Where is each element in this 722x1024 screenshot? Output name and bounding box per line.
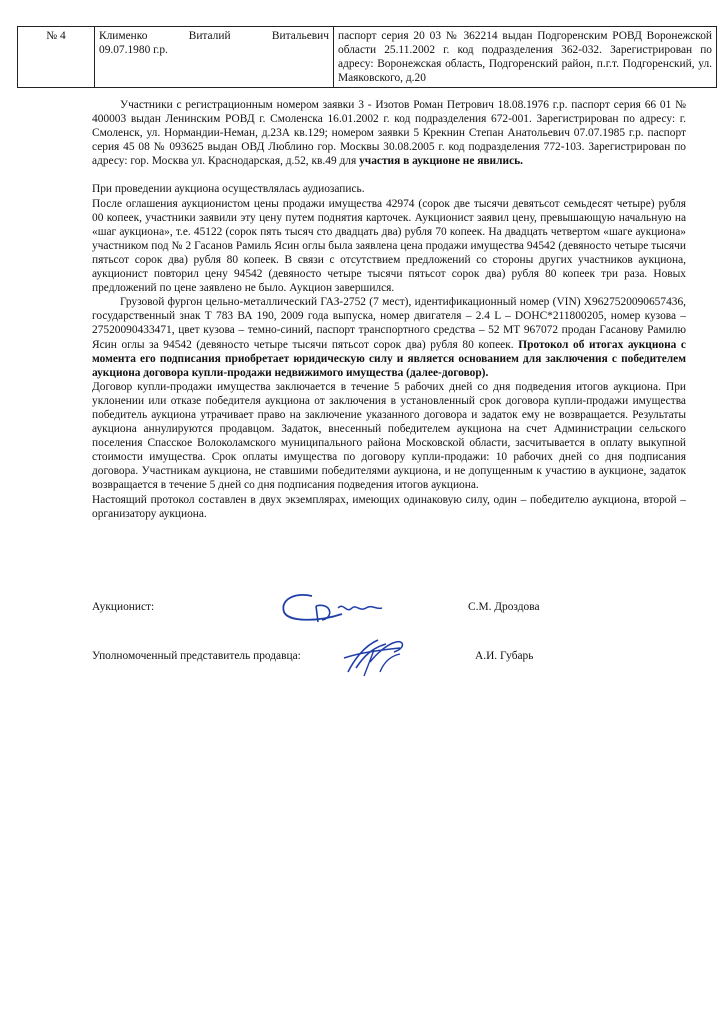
auctioneer-name: С.М. Дроздова <box>468 601 540 613</box>
participant-patronymic: Витальевич <box>271 30 329 42</box>
auctioneer-label: Аукционист: <box>92 601 155 613</box>
seller-representative-signature <box>334 632 424 680</box>
contract-terms-paragraph: Договор купли-продажи имущества заключается в течение 5 рабочих дней со дня подведения итогов аукциона. При уклонении или отказе победителя аукциона от заключения в установленный срок договора купли-продажи имущества победитель аукциона утрачивает право на заключение указанного договора и задаток ему не возвращается. Результаты аукциона аннулируются продавцом. Задаток, внесенный победителем аукциона на счет Администрации сельского поселения Спасское Волоколамского муниципального района Московской области, засчитывается в оплату выкупной стоимости имущества. Срок оплаты имущества по договору купли-продажи: 10 рабочих дней со дня подписания договора. Участникам аукциона, не ставшими победителями аукциона, и не допущенным к участию в аукционе, задаток возвращается в течение 5 дней со дня подписания подведения итогов аукциона. <box>92 380 686 492</box>
vehicle-sale-paragraph <box>92 295 686 380</box>
absent-participants-conclusion: участия в аукционе не явились. <box>359 155 524 168</box>
participant-number: № 4 <box>18 27 95 88</box>
absent-participants-paragraph <box>92 98 686 168</box>
participant-surname: Клименко <box>99 30 148 42</box>
participant-first-name: Виталий <box>188 30 231 42</box>
participant-passport: паспорт серия 20 03 № 362214 выдан Подгоренским РОВД Воронежской области 25.11.2002 г. код подразделения 362-032. Зарегистрирован по адресу: Воронежская область, Подгоренский район, п.г.т. Подгоренский, ул. Маяковского, д.20 <box>334 27 717 88</box>
seller-representative-name: А.И. Губарь <box>475 650 534 662</box>
protocol-body <box>92 98 686 521</box>
protocol-legal-force: Протокол об итогах аукциона с момента его подписания приобретает юридическую силу и является основанием для заключения с победителем аукциона договора купли-продажи недвижимого имущества (далее-договор). <box>92 338 686 379</box>
table-row <box>18 27 717 88</box>
participants-table <box>17 26 717 88</box>
participant-name-cell <box>95 27 334 88</box>
absent-participants-text: Участники с регистрационным номером заявки 3 - Изотов Роман Петрович 18.08.1976 г.р. паспорт серия 66 01 № 400003 выдан Ленинским РОВД г. Смоленска 16.01.2002 г. код подразделения 672-001. Зарегистрирован по адресу: г. Смоленск, ул. Нормандии-Неман, д.23А кв.129; номером заявки 5 Крекнин Степан Анатольевич 07.07.1985 г.р. паспорт серия 45 08 № 093625 выдан ОВД Люблино гор. Москвы 30.08.2005 г. код подразделения 772-103. Зарегистрирован по адресу: гор. Москва ул. Краснодарская, д.52, кв.49 для <box>92 99 686 168</box>
copies-paragraph: Настоящий протокол составлен в двух экземплярах, имеющих одинаковую силу, один – победителю аукциона, второй – организатору аукциона. <box>92 493 686 520</box>
seller-representative-label: Уполномоченный представитель продавца: <box>92 650 301 662</box>
participant-full-name <box>99 29 329 43</box>
audio-recording-line: При проведении аукциона осуществлялась аудиозапись. <box>92 183 365 196</box>
vehicle-sale-text: Грузовой фургон цельно-металлический ГАЗ-2752 (7 мест), идентификационный номер (VIN) Х9627520090657436, государственный знак Т 783 ВА 190, 2009 года выпуска, номер двигателя – 2.4 L – DOHC*211800205, номер кузова – 27520090433471, цвет кузова – темно-синий, паспорт транспортного средства – 52 МТ 967072 продан Гасанову Рамилю Ясин оглы за 94542 (девяносто четыре тысячи пятьсот сорок два) рубля 80 копеек. <box>92 296 686 351</box>
auctioneer-signature <box>272 586 412 630</box>
participant-birth-date: 09.07.1980 г.р. <box>99 44 168 56</box>
auction-progress-paragraph: После оглашения аукционистом цены продажи имущества 42974 (сорок две тысячи девятьсот семьдесят четыре) рубля 00 копеек, участники заявили эту цену путем поднятия карточек. Аукционист заявил цену, превышающую начальную на «шаг аукциона», т.е. 45122 (сорок пять тысяч сто двадцать два) рубля 70 копеек. На двадцать четвертом «шаге аукциона» участником под № 2 Гасанов Рамиль Ясин оглы была заявлена цена продажи имущества 94542 (девяносто четыре тысячи пятьсот сорок два) рубля 80 копеек. В связи с отсутствием предложений со стороны других участников аукциона, аукционист повторил цену 94542 (девяносто четыре тысячи пятьсот сорок два) рубля 80 копеек три раза. Новых предложений по цене заявлено не было. Аукцион завершился. <box>92 197 686 295</box>
